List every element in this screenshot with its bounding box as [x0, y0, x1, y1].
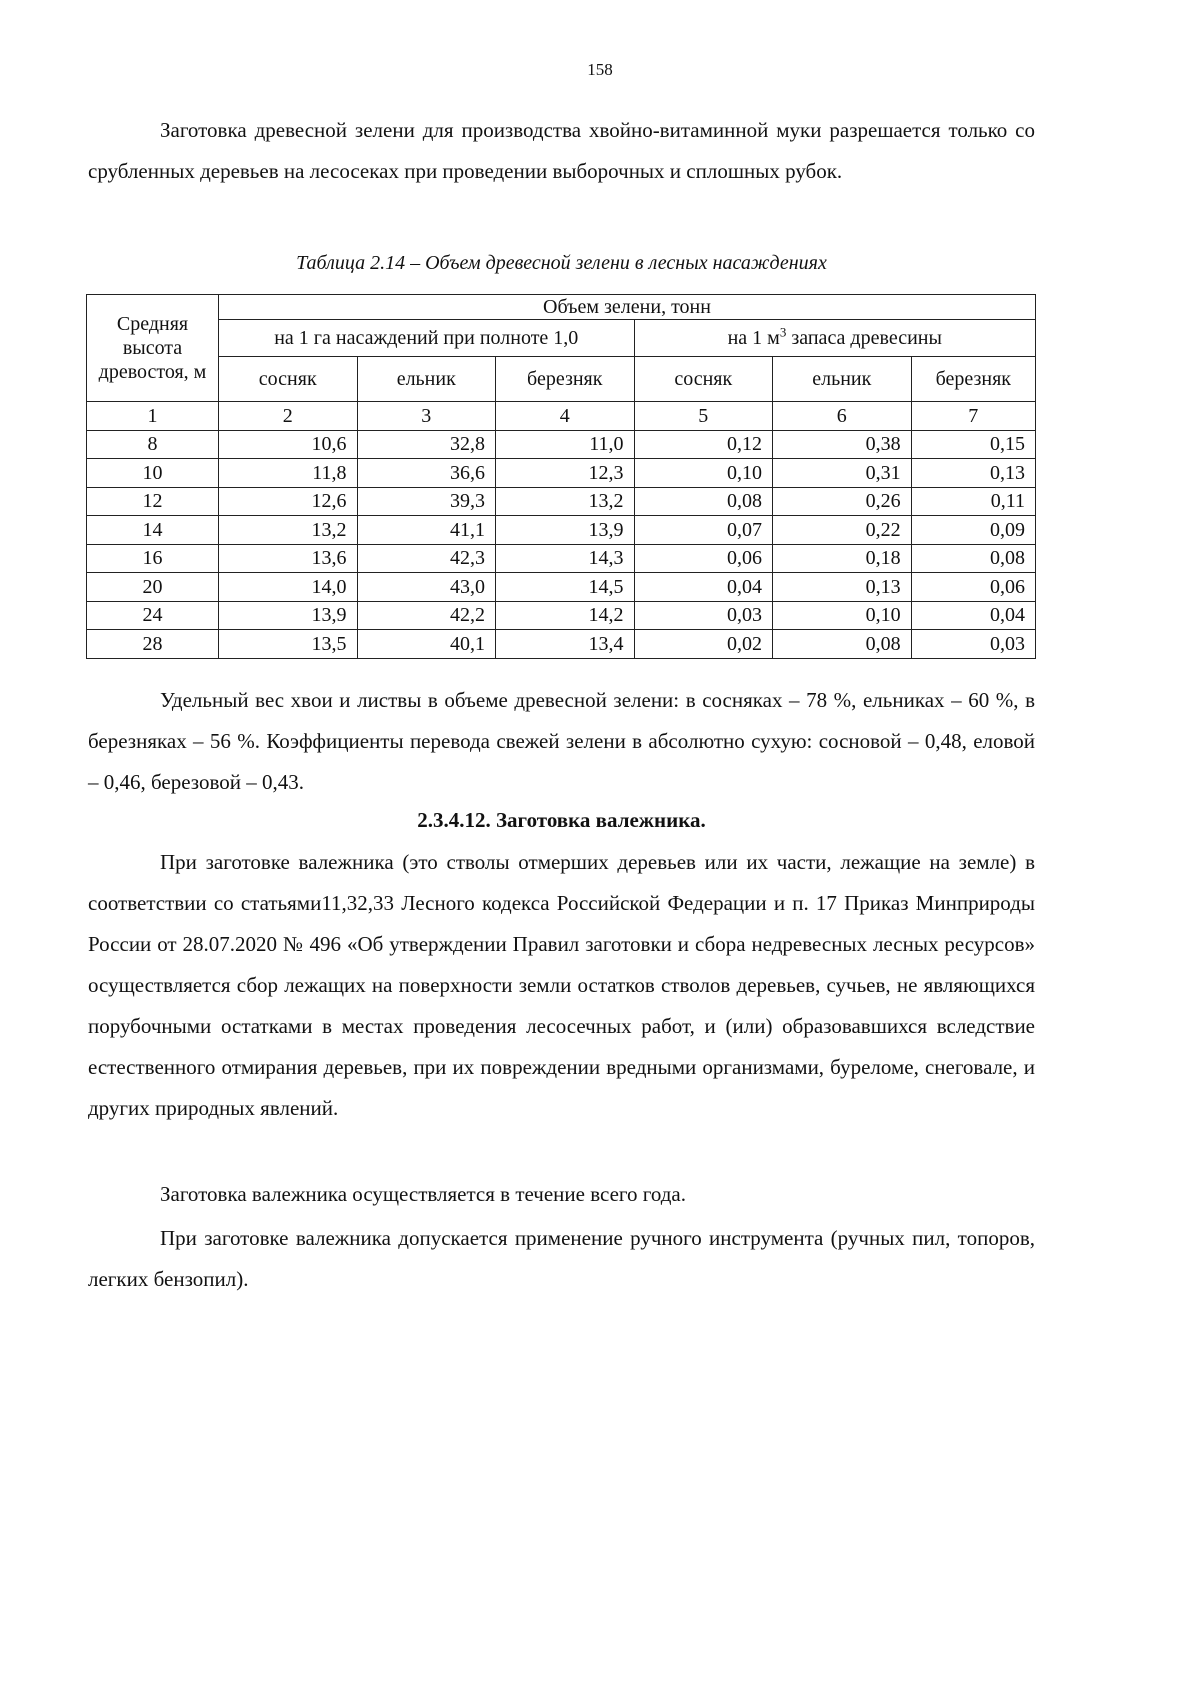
paragraph-deadwood-rules: [88, 842, 1035, 1129]
table-cell-height: 28: [87, 630, 219, 659]
table-cell-value: 13,4: [496, 630, 635, 659]
paragraph-green-mass-harvest: [88, 110, 1035, 192]
table-cell-value: 36,6: [357, 459, 496, 488]
column-number: 6: [773, 402, 912, 431]
header-green-volume: Объем зелени, тонн: [218, 295, 1035, 320]
table-cell-value: 14,2: [496, 601, 635, 630]
header-species-spruce-2: ельник: [773, 357, 912, 402]
page-number: 158: [587, 60, 613, 79]
table-cell-value: 32,8: [357, 430, 496, 459]
table-cell-value: 0,03: [634, 601, 773, 630]
header-species-pine-2: сосняк: [634, 357, 773, 402]
table-cell-value: 14,3: [496, 544, 635, 573]
table-cell-height: 16: [87, 544, 219, 573]
column-number: 7: [911, 402, 1035, 431]
table-cell-value: 0,08: [634, 487, 773, 516]
table-cell-value: 11,0: [496, 430, 635, 459]
table-cell-value: 14,0: [218, 573, 357, 602]
table-cell-value: 0,04: [634, 573, 773, 602]
table-cell-height: 24: [87, 601, 219, 630]
table-cell-value: 14,5: [496, 573, 635, 602]
table-cell-value: 0,03: [911, 630, 1035, 659]
table-cell-value: 0,31: [773, 459, 912, 488]
table-cell-value: 13,2: [496, 487, 635, 516]
table-row: [87, 487, 1036, 516]
paragraph-text: Заготовка валежника осуществляется в течение всего года.: [160, 1182, 686, 1206]
table-cell-value: 11,8: [218, 459, 357, 488]
table-cell-value: 39,3: [357, 487, 496, 516]
table-cell-value: 0,08: [773, 630, 912, 659]
green-mass-table: [86, 294, 1036, 659]
table-cell-height: 20: [87, 573, 219, 602]
table-cell-value: 13,9: [496, 516, 635, 545]
table-cell-value: 0,06: [634, 544, 773, 573]
table-cell-value: 0,26: [773, 487, 912, 516]
table-cell-value: 0,13: [911, 459, 1035, 488]
column-number: 2: [218, 402, 357, 431]
table-cell-value: 42,3: [357, 544, 496, 573]
table-row: [87, 573, 1036, 602]
table-cell-value: 40,1: [357, 630, 496, 659]
paragraph-deadwood-tools: [88, 1218, 1035, 1300]
table-cell-value: 0,11: [911, 487, 1035, 516]
table-cell-value: 0,04: [911, 601, 1035, 630]
column-number: 1: [87, 402, 219, 431]
table-cell-value: 0,08: [911, 544, 1035, 573]
table-cell-value: 0,13: [773, 573, 912, 602]
column-number: 3: [357, 402, 496, 431]
table-cell-value: 13,2: [218, 516, 357, 545]
header-species-birch-2: березняк: [911, 357, 1035, 402]
table-row: [87, 430, 1036, 459]
table-cell-value: 13,9: [218, 601, 357, 630]
table-cell-height: 14: [87, 516, 219, 545]
paragraph-deadwood-season: [88, 1174, 1035, 1215]
table-cell-value: 0,02: [634, 630, 773, 659]
paragraph-text: При заготовке валежника (это стволы отмерших деревьев или их части, лежащие на земле) в соответствии со статьями11,32,33 Лесного кодекса Российской Федерации и п. 17 Приказ Минприроды России от 28.07.2020 № 496 «Об утверждении Правил заготовки и сбора недревесных лесных ресурсов» осуществляется сбор лежащих на поверхности земли остатков стволов деревьев, сучьев, не являющихся порубочными остатками в местах проведения лесосечных работ, и (или) образовавшихся вследствие естественного отмирания деревьев, при их повреждении вредными организмами, буреломе, снеговале, и других природных явлений.: [88, 850, 1035, 1120]
table-cell-value: 0,18: [773, 544, 912, 573]
table-cell-value: 12,3: [496, 459, 635, 488]
paragraph-needle-share: [88, 680, 1035, 803]
table-row: [87, 516, 1036, 545]
table-cell-value: 43,0: [357, 573, 496, 602]
paragraph-text: При заготовке валежника допускается применение ручного инструмента (ручных пил, топоров, легких бензопил).: [88, 1226, 1035, 1291]
table-cell-value: 13,5: [218, 630, 357, 659]
table-cell-value: 0,15: [911, 430, 1035, 459]
header-per-cubic-meter: [634, 320, 1035, 357]
paragraph-text: Заготовка древесной зелени для производства хвойно-витаминной муки разрешается только со срубленных деревьев на лесосеках при проведении выборочных и сплошных рубок.: [88, 118, 1035, 183]
column-number: 4: [496, 402, 635, 431]
column-number-row: [87, 402, 1036, 431]
header-per-hectare: на 1 га насаждений при полноте 1,0: [218, 320, 634, 357]
header-superscript: 3: [779, 324, 787, 340]
table-cell-value: 0,09: [911, 516, 1035, 545]
header-per-cubic-meter-rest: запаса древесины: [786, 327, 942, 349]
table-cell-value: 0,22: [773, 516, 912, 545]
table-cell-value: 13,6: [218, 544, 357, 573]
table-cell-value: 42,2: [357, 601, 496, 630]
header-species-birch-1: березняк: [496, 357, 635, 402]
table-cell-value: 0,07: [634, 516, 773, 545]
table-cell-value: 0,10: [773, 601, 912, 630]
table-cell-value: 0,06: [911, 573, 1035, 602]
table-cell-value: 12,6: [218, 487, 357, 516]
section-heading: 2.3.4.12. Заготовка валежника.: [417, 808, 706, 832]
table-cell-value: 0,38: [773, 430, 912, 459]
table-row: [87, 630, 1036, 659]
paragraph-text: Удельный вес хвои и листвы в объеме древесной зелени: в сосняках – 78 %, ельниках – 60 %, в березняках – 56 %. Коэффициенты перевода свежей зелени в абсолютно сухую: сосновой – 0,48, еловой – 0,46, березовой – 0,43.: [88, 688, 1035, 794]
table-cell-value: 10,6: [218, 430, 357, 459]
table-caption: Таблица 2.14 – Объем древесной зелени в лесных насаждениях: [296, 252, 827, 274]
table-cell-height: 8: [87, 430, 219, 459]
table-cell-value: 0,10: [634, 459, 773, 488]
table-row: [87, 601, 1036, 630]
column-number: 5: [634, 402, 773, 431]
header-stand-height: Средняя высота древостоя, м: [87, 295, 219, 402]
table-cell-value: 0,12: [634, 430, 773, 459]
table-row: [87, 459, 1036, 488]
table-cell-height: 12: [87, 487, 219, 516]
header-species-pine-1: сосняк: [218, 357, 357, 402]
table-row: [87, 544, 1036, 573]
table-cell-height: 10: [87, 459, 219, 488]
table-cell-value: 41,1: [357, 516, 496, 545]
header-per-cubic-meter-text: на 1 м: [727, 327, 780, 349]
header-species-spruce-1: ельник: [357, 357, 496, 402]
